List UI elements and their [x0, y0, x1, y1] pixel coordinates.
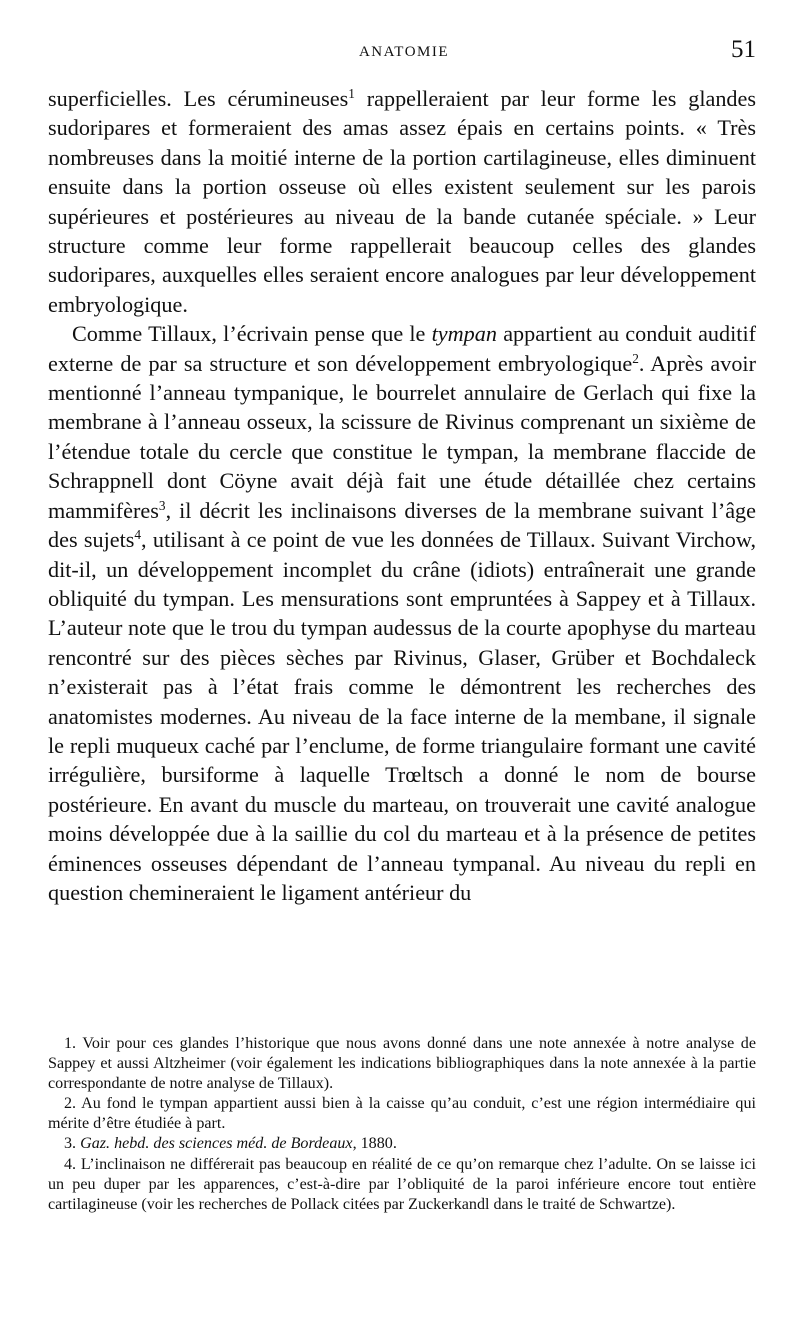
page-header	[48, 36, 760, 70]
footnote-3	[48, 1134, 756, 1154]
footnote-4: 4. L’inclinaison ne différerait pas beaucoup en réalité de ce qu’on remarque chez l’adulte. On se laisse ici un peu duper par les apparences, c’est-à-dire par l’obliquité de la paroi inférieure encore tout entière cartilagineuse (voir les recherches de Pollack citées par Zuckerkandl dans le traité de Schwartze).	[48, 1155, 756, 1213]
paragraph-2-text-e: , utilisant à ce point de vue les données de Tillaux. Suivant Virchow, dit-il, un développement incomplet du crâne (idiots) entraînerait une grande obliquité du tympan. Les mensurations sont empruntées à Sappey et à Tillaux. L’auteur note que le trou du tympan audessus de la courte apophyse du marteau rencontré sur des pièces sèches par Rivinus, Glaser, Grüber et Bochdaleck n’existerait pas à l’état frais comme le démontrent les recherches des anatomistes modernes. Au niveau de la face interne de la membane, il signale le repli muqueux caché par l’enclume, de forme triangulaire formant une cavité irrégulière, bursiforme à laquelle Trœltsch a donné le nom de bourse postérieure. En avant du muscle du marteau, on trouverait une cavité analogue moins développée due à la saillie du col du marteau et à la présence de petites éminences osseuses dépendant de l’anneau tympanal. Au niveau du repli en question chemineraient le ligament antérieur du	[48, 527, 756, 905]
paragraph-1	[48, 84, 756, 319]
footnote-ref-4: 4	[134, 527, 142, 543]
footnote-3-number: 3.	[64, 1135, 81, 1153]
footnote-1: 1. Voir pour ces glandes l’historique que nous avons donné dans une note annexée à notre analyse de Sappey et aussi Altzheimer (voir également les indications bibliographiques dans la note annexée à la partie correspondante de notre analyse de Tillaux).	[48, 1035, 756, 1093]
paragraph-2-text-b: appartient au conduit auditif externe de par sa structure et son développement embryologique	[48, 321, 756, 376]
paragraph-2-text-c: . Après avoir mentionné l’anneau tympanique, le bourrelet annulaire de Gerlach qui fixe la membrane à l’anneau osseux, la scissure de Rivinus comprenant un sixième de l’étendue totale du cercle que constitue le tympan, la membrane flaccide de Schrappnell dont Cöyne avait déjà fait une étude détaillée chez certains mammifères	[48, 350, 756, 523]
footnote-3-year: , 1880.	[352, 1135, 397, 1153]
footnote-3-journal-title: Gaz. hebd. des sciences méd. de Bordeaux	[80, 1135, 353, 1153]
italic-term-tympan: tympan	[431, 321, 497, 347]
body-text	[48, 84, 756, 907]
page-number: 51	[731, 36, 756, 63]
paragraph-1-text-a: superficielles. Les cérumineuses	[48, 86, 349, 111]
footnote-2: 2. Au fond le tympan appartient aussi bien à la caisse qu’au conduit, c’est une région intermédiaire qui mérite d’être étudiée à part.	[48, 1095, 756, 1133]
paragraph-2	[48, 319, 756, 907]
running-head: ANATOMIE	[358, 44, 450, 60]
paragraph-1-text-b: rappelleraient par leur forme les glandes sudoripares et formeraient des amas assez épais en certains points. « Très nombreuses dans la moitié interne de la portion cartilagineuse, elles diminuent ensuite dans la portion osseuse où elles existent seulement sur les parois supérieures et postérieures au niveau de la bande cutanée spéciale. » Leur structure comme leur forme rappellerait beaucoup celles des glandes sudoripares, auxquelles elles seraient encore analogues par leur développement embryologique.	[48, 86, 757, 317]
footnote-ref-2: 2	[632, 350, 639, 366]
footnotes	[48, 1034, 756, 1215]
paragraph-2-text-a: Comme Tillaux, l’écrivain pense que le	[72, 321, 432, 347]
footnote-ref-1: 1	[348, 86, 355, 102]
footnote-ref-3: 3	[158, 497, 166, 513]
paragraph-2-text-d: , il décrit les inclinaisons diverses de la membrane suivant l’âge des sujets	[48, 497, 756, 553]
